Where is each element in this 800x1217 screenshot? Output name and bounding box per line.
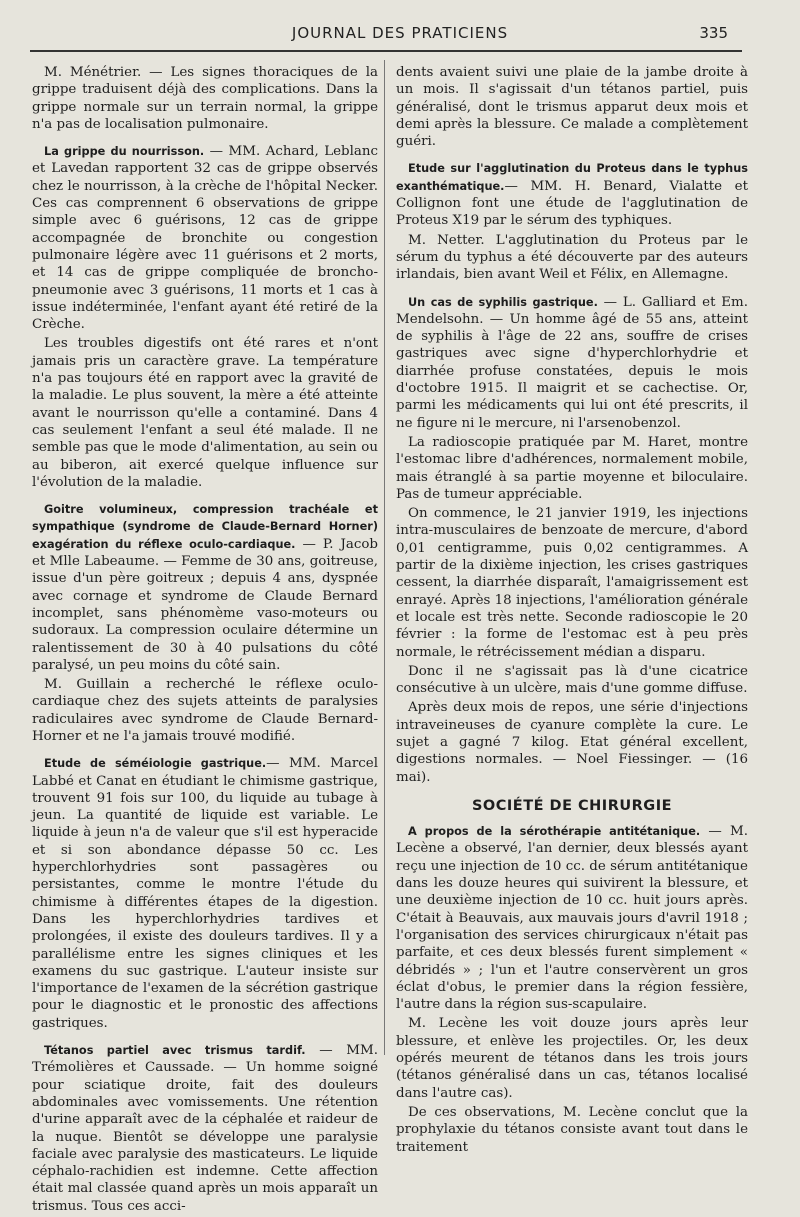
article-body: — MM. Marcel Labbé et Canat en étudiant le chimisme gastrique, trouvent 91 fois sur 100, du liquide au tubage à jeun. La quantité de liquide est variable. Le liquide à jeun n'a de valeur que s'il est hyperacide et si son abondance dépasse 50 cc. Les hyperchlorhydries sont passagères ou persistantes, comme le montre l'étude du chimisme à différentes étapes de la digestion. Dans les hyperchlorhydries tardives et prolongées, il existe des douleurs tardives. Il y a parallélisme entre les signes cliniques et les examens du suc gastrique. L'auteur insiste sur l'importance de l'examen de la sécrétion gastrique pour le diagnostic et le pronostic des affections gastriques. <box>32 756 378 1031</box>
article-body: — M. Lecène a observé, l'an dernier, deux blessés ayant reçu une injection de 10 cc. de sérum antitétanique dans les douze heures qui suivirent la blessure, et une deuxième injection de 10 cc. huit jours après. C'était à Beauvais, aux mauvais jours d'avril 1918 ; l'organisation des services chirurgicaux n'était pas parfaite, et ces deux blessés furent simplement « débridés » ; l'un et l'autre conservèrent un gros éclat d'obus, le premier dans la région fessière, l'autre dans la région sus-scapulaire. <box>396 824 748 1013</box>
paragraph-lecene: M. Lecène les voit douze jours après leur blessure, et enlève les projectiles. Or, les deux opérés meurent de tétanos dans les trois jours (tétanos généralisé dans un cas, tétanos localisé dans l'autre cas). <box>396 1016 748 1101</box>
page-header <box>30 22 770 48</box>
article-heading: La grippe du nourrisson. <box>44 145 205 159</box>
journal-title: JOURNAL DES PRATICIENS <box>291 24 509 42</box>
article-heading: Tétanos partiel avec trismus tardif. <box>44 1044 306 1058</box>
article-body: — L. Galliard et Em. Mendelsohn. — Un homme âgé de 55 ans, atteint de syphilis à l'âge de 22 ans, souffre de crises gastriques avec signe d'hyperchlorhydrie et diarrhée profuse constatées, depuis le mois d'octobre 1915. Il maigrit et se cachectise. Or, parmi les médicaments qui lui ont été prescrits, il ne figure ni le mercure, ni l'arsenobenzol. <box>396 294 748 431</box>
paragraph-gomme: Donc il ne s'agissait pas là d'une cicatrice consécutive à un ulcère, mais d'une gomme diffuse. <box>396 663 748 697</box>
article-goitre <box>32 501 378 674</box>
article-serotherapie <box>396 823 748 1013</box>
article-heading: Etude de séméiologie gastrique. <box>44 757 267 771</box>
header-rule <box>30 50 742 52</box>
paragraph-netter: M. Netter. L'agglutination du Proteus par le sérum du typhus a été découverte par des auteurs irlandais, bien avant Weil et Félix, en Allemagne. <box>396 232 748 283</box>
right-column <box>396 64 748 1158</box>
left-column <box>32 64 378 1217</box>
article-tetanos-partiel <box>32 1042 378 1215</box>
article-body: — P. Jacob et Mlle Labeaume. — Femme de 30 ans, goitreuse, issue d'un père goitreux ; depuis 4 ans, dyspnée avec cornage et syndrome de Claude Bernard incomplet, sans phénomème vaso-moteurs ou sudoraux. La compression oculaire détermine un ralentissement de 30 à 40 pulsations du côté paralysé, un peu moins du côté sain. <box>32 536 378 673</box>
article-body: — MM. Trémolières et Caussade. — Un homme soigné pour sciatique droite, fait des douleurs abdominales avec vomissements. Une rétention d'urine apparaît avec de la céphalée et raideur de la nuque. Bientôt se développe une paralysie faciale avec paralysie des masticateurs. Le liquide céphalo-rachidien est indemne. Cette affection était mal classée quand après un mois apparaît un trismus. Tous ces acci- <box>32 1043 378 1214</box>
page-number: 335 <box>699 24 728 42</box>
article-syphilis-gastrique <box>396 294 748 432</box>
paragraph-injections: On commence, le 21 janvier 1919, les injections intra-musculaires de benzoate de mercure, d'abord 0,01 centigramme, puis 0,02 centigrammes. A partir de la dixième injection, les crises gastriques cessent, la diarrhée disparaît, l'amaigrissement est enrayé. Après 18 injections, l'amélioration générale et locale est très nette. Seconde radioscopie le 20 février : la forme de l'estomac est à peu près normale, le rétrécissement médian a disparu. <box>396 506 748 660</box>
article-heading: A propos de la sérothérapie antitétanique. <box>408 825 701 839</box>
paragraph-conclusion: De ces observations, M. Lecène conclut que la prophylaxie du tétanos consiste avant tout dans le traitement <box>396 1104 748 1155</box>
article-heading: Goitre volumineux, compression trachéale et sympathique (syndrome de Claude-Bernard Horner) exagération du réflexe oculo-cardiaque. <box>32 503 378 551</box>
section-heading: SOCIÉTÉ DE CHIRURGIE <box>471 797 673 814</box>
paragraph-continuation: dents avaient suivi une plaie de la jambe droite à un mois. Il s'agissait d'un tétanos partiel, puis généralisé, dont le trismus apparut deux mois et demi après la blessure. Ce malade a complètement guéri. <box>396 65 748 150</box>
article-body: — MM. Achard, Leblanc et Lavedan rapportent 32 cas de grippe observés chez le nourrisson, à la crèche de l'hôpital Necker. Ces cas comprennent 6 observations de grippe simple avec 6 guérisons, 12 cas de grippe accompagnée de bronchite ou congestion pulmonaire légère avec 11 guérisons et 2 morts, et 14 cas de grippe compliquée de broncho-pneumonie avec 3 guérisons, 11 morts et 1 cas à issue indéterminée, l'enfant ayant été retiré de la Crèche. <box>32 144 378 333</box>
article-heading: Etude sur l'agglutination du Proteus dans le typhus exanthématique. <box>396 162 748 193</box>
paragraph-guillain: M. Guillain a recherché le réflexe oculo-cardiaque chez des sujets atteints de paralysies radiculaires avec syndrome de Claude Bernard-Horner et ne l'a jamais trouvé modifié. <box>32 677 378 744</box>
article-body: — MM. H. Benard, Vialatte et Collignon font une étude de l'agglutination de Proteus X19 par le sérum des typhiques. <box>396 178 748 229</box>
paragraph-radioscopie: La radioscopie pratiquée par M. Haret, montre l'estomac libre d'adhérences, normalement mobile, mais étranglé à sa partie moyenne et biloculaire. Pas de tumeur appréciable. <box>396 434 748 502</box>
article-semeiologie <box>32 755 378 1032</box>
paragraph-menetrier: M. Ménétrier. — Les signes thoraciques de la grippe traduisent déjà des complications. Dans la grippe normale sur un terrain normal, la grippe n'a pas de localisation pulmonaire. <box>32 65 378 132</box>
article-proteus <box>396 160 748 229</box>
article-heading: Un cas de syphilis gastrique. <box>408 295 598 309</box>
paragraph-cure: Après deux mois de repos, une série d'injections intraveineuses de cyanure complète la cure. Le sujet a gagné 7 kilog. Etat général excellent, digestions normales. — Noel Fiessinger. — (16 mai). <box>396 700 748 785</box>
paragraph-troubles-digestifs: Les troubles digestifs ont été rares et n'ont jamais pris un caractère grave. La température n'a pas toujours été en rapport avec la gravité de la maladie. Le plus souvent, la mère a été atteinte avant le nourrisson qu'elle a contaminé. Dans 4 cas seulement l'enfant a seul été malade. Il ne semble pas que le mode d'alimentation, au sein ou au biberon, ait exercé quelque influence sur l'évolution de la maladie. <box>32 336 378 490</box>
article-grippe-nourrisson <box>32 143 378 333</box>
column-divider <box>384 60 385 1055</box>
